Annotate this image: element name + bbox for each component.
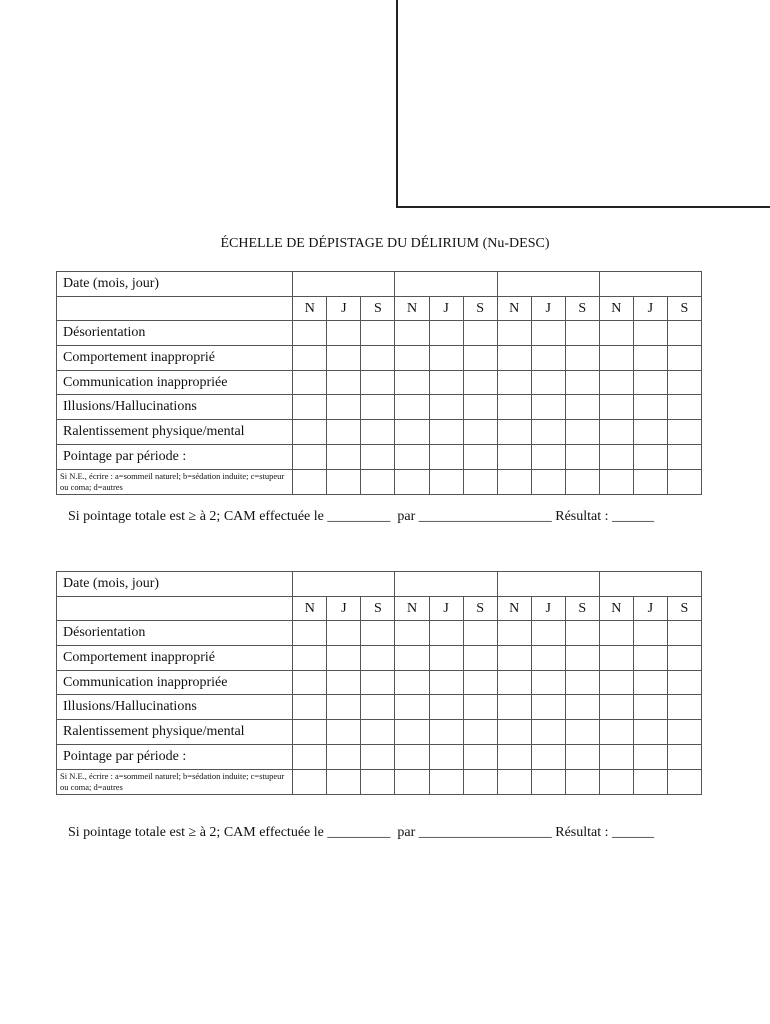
screening-table-1 xyxy=(56,271,702,495)
score-cell[interactable] xyxy=(497,346,531,371)
note-cell[interactable] xyxy=(429,469,463,494)
score-cell[interactable] xyxy=(565,321,599,346)
score-cell[interactable] xyxy=(565,444,599,469)
period-header: J xyxy=(429,296,463,321)
score-cell[interactable] xyxy=(599,395,633,420)
score-cell[interactable] xyxy=(497,621,531,646)
score-cell[interactable] xyxy=(599,420,633,445)
item-label: Désorientation xyxy=(57,321,293,346)
item-label: Désorientation xyxy=(57,621,293,646)
note-cell[interactable] xyxy=(565,769,599,794)
score-cell[interactable] xyxy=(293,420,327,445)
score-cell[interactable] xyxy=(395,646,429,671)
note-cell[interactable] xyxy=(361,769,395,794)
item-row xyxy=(57,420,702,445)
score-cell[interactable] xyxy=(429,370,463,395)
score-cell[interactable] xyxy=(667,321,701,346)
score-cell[interactable] xyxy=(531,646,565,671)
date-field[interactable] xyxy=(497,272,599,297)
score-cell[interactable] xyxy=(531,395,565,420)
score-cell[interactable] xyxy=(633,346,667,371)
period-header: J xyxy=(531,596,565,621)
score-cell[interactable] xyxy=(327,695,361,720)
period-header-row xyxy=(57,296,702,321)
score-cell[interactable] xyxy=(599,321,633,346)
period-header: J xyxy=(429,596,463,621)
score-cell[interactable] xyxy=(395,444,429,469)
note-cell[interactable] xyxy=(395,469,429,494)
score-cell[interactable] xyxy=(361,420,395,445)
date-field[interactable] xyxy=(599,572,701,597)
period-header: N xyxy=(599,596,633,621)
score-cell[interactable] xyxy=(667,395,701,420)
score-cell[interactable] xyxy=(633,420,667,445)
score-cell[interactable] xyxy=(531,420,565,445)
item-row xyxy=(57,744,702,769)
score-cell[interactable] xyxy=(599,720,633,745)
score-cell[interactable] xyxy=(327,420,361,445)
period-header: S xyxy=(361,596,395,621)
score-cell[interactable] xyxy=(667,695,701,720)
score-cell[interactable] xyxy=(361,670,395,695)
note-cell[interactable] xyxy=(667,769,701,794)
score-cell[interactable] xyxy=(599,744,633,769)
score-cell[interactable] xyxy=(633,621,667,646)
score-cell[interactable] xyxy=(667,621,701,646)
summary-line-2: Si pointage totale est ≥ à 2; CAM effectuée le _________ par ___________________ Résultat : ______ xyxy=(68,825,654,840)
score-cell[interactable] xyxy=(531,370,565,395)
period-header: J xyxy=(327,596,361,621)
note-cell[interactable] xyxy=(497,469,531,494)
score-cell[interactable] xyxy=(293,670,327,695)
period-header: N xyxy=(497,296,531,321)
note-text: Si N.E., écrire : a=sommeil naturel; b=sédation induite; c=stupeur ou coma; d=autres xyxy=(57,769,293,794)
score-cell[interactable] xyxy=(361,695,395,720)
score-cell[interactable] xyxy=(667,370,701,395)
score-cell[interactable] xyxy=(531,744,565,769)
score-cell[interactable] xyxy=(293,395,327,420)
score-cell[interactable] xyxy=(497,420,531,445)
score-cell[interactable] xyxy=(497,720,531,745)
score-cell[interactable] xyxy=(395,621,429,646)
note-cell[interactable] xyxy=(327,769,361,794)
score-cell[interactable] xyxy=(395,370,429,395)
score-cell[interactable] xyxy=(395,744,429,769)
note-cell[interactable] xyxy=(463,769,497,794)
item-label: Comportement inapproprié xyxy=(57,346,293,371)
page-title: ÉCHELLE DE DÉPISTAGE DU DÉLIRIUM (Nu-DESC) xyxy=(220,236,550,251)
note-cell[interactable] xyxy=(599,769,633,794)
score-cell[interactable] xyxy=(463,646,497,671)
score-cell[interactable] xyxy=(531,720,565,745)
period-header: S xyxy=(463,596,497,621)
score-cell[interactable] xyxy=(361,370,395,395)
score-cell[interactable] xyxy=(633,395,667,420)
item-row xyxy=(57,720,702,745)
score-cell[interactable] xyxy=(667,670,701,695)
item-row xyxy=(57,670,702,695)
score-cell[interactable] xyxy=(463,444,497,469)
score-cell[interactable] xyxy=(327,720,361,745)
score-cell[interactable] xyxy=(327,646,361,671)
score-cell[interactable] xyxy=(327,346,361,371)
score-cell[interactable] xyxy=(531,321,565,346)
score-cell[interactable] xyxy=(463,321,497,346)
score-cell[interactable] xyxy=(599,346,633,371)
score-cell[interactable] xyxy=(327,395,361,420)
note-cell[interactable] xyxy=(599,469,633,494)
note-row xyxy=(57,469,702,494)
item-row xyxy=(57,646,702,671)
period-header: N xyxy=(395,596,429,621)
date-field[interactable] xyxy=(497,572,599,597)
period-header: S xyxy=(565,596,599,621)
score-cell[interactable] xyxy=(429,720,463,745)
score-cell[interactable] xyxy=(293,695,327,720)
score-cell[interactable] xyxy=(463,621,497,646)
score-cell[interactable] xyxy=(293,444,327,469)
score-cell[interactable] xyxy=(463,720,497,745)
item-row xyxy=(57,321,702,346)
item-row xyxy=(57,621,702,646)
score-cell[interactable] xyxy=(327,321,361,346)
score-cell[interactable] xyxy=(395,346,429,371)
score-cell[interactable] xyxy=(463,370,497,395)
period-header: N xyxy=(395,296,429,321)
score-cell[interactable] xyxy=(463,670,497,695)
item-row xyxy=(57,346,702,371)
score-cell[interactable] xyxy=(667,720,701,745)
item-row xyxy=(57,370,702,395)
note-cell[interactable] xyxy=(531,469,565,494)
item-row xyxy=(57,695,702,720)
score-cell[interactable] xyxy=(531,444,565,469)
score-cell[interactable] xyxy=(429,695,463,720)
score-cell[interactable] xyxy=(463,346,497,371)
score-cell[interactable] xyxy=(497,646,531,671)
item-label: Pointage par période : xyxy=(57,744,293,769)
note-cell[interactable] xyxy=(395,769,429,794)
item-row xyxy=(57,395,702,420)
score-cell[interactable] xyxy=(633,695,667,720)
note-cell[interactable] xyxy=(463,469,497,494)
note-cell[interactable] xyxy=(633,769,667,794)
score-cell[interactable] xyxy=(463,695,497,720)
score-cell[interactable] xyxy=(293,646,327,671)
score-cell[interactable] xyxy=(293,720,327,745)
item-label: Ralentissement physique/mental xyxy=(57,420,293,445)
item-label: Communication inappropriée xyxy=(57,370,293,395)
period-header: J xyxy=(633,296,667,321)
item-label: Illusions/Hallucinations xyxy=(57,695,293,720)
score-cell[interactable] xyxy=(497,395,531,420)
score-cell[interactable] xyxy=(429,646,463,671)
score-cell[interactable] xyxy=(361,395,395,420)
score-cell[interactable] xyxy=(565,370,599,395)
score-cell[interactable] xyxy=(463,395,497,420)
score-cell[interactable] xyxy=(395,395,429,420)
score-cell[interactable] xyxy=(395,695,429,720)
score-cell[interactable] xyxy=(497,744,531,769)
score-cell[interactable] xyxy=(327,670,361,695)
score-cell[interactable] xyxy=(293,370,327,395)
score-cell[interactable] xyxy=(293,621,327,646)
note-cell[interactable] xyxy=(531,769,565,794)
period-header: N xyxy=(497,596,531,621)
score-cell[interactable] xyxy=(633,444,667,469)
score-cell[interactable] xyxy=(395,321,429,346)
item-label: Comportement inapproprié xyxy=(57,646,293,671)
score-cell[interactable] xyxy=(565,621,599,646)
item-label: Ralentissement physique/mental xyxy=(57,720,293,745)
score-cell[interactable] xyxy=(565,744,599,769)
score-cell[interactable] xyxy=(565,346,599,371)
score-cell[interactable] xyxy=(361,720,395,745)
date-row xyxy=(57,572,702,597)
score-cell[interactable] xyxy=(633,646,667,671)
period-header: N xyxy=(293,296,327,321)
score-cell[interactable] xyxy=(497,670,531,695)
score-cell[interactable] xyxy=(565,420,599,445)
note-cell[interactable] xyxy=(497,769,531,794)
note-cell[interactable] xyxy=(293,469,327,494)
score-cell[interactable] xyxy=(463,420,497,445)
note-cell[interactable] xyxy=(293,769,327,794)
note-cell[interactable] xyxy=(327,469,361,494)
date-field[interactable] xyxy=(599,272,701,297)
score-cell[interactable] xyxy=(395,670,429,695)
item-label: Illusions/Hallucinations xyxy=(57,395,293,420)
score-cell[interactable] xyxy=(497,444,531,469)
score-cell[interactable] xyxy=(429,444,463,469)
item-label: Pointage par période : xyxy=(57,444,293,469)
score-cell[interactable] xyxy=(599,621,633,646)
score-cell[interactable] xyxy=(361,744,395,769)
score-cell[interactable] xyxy=(565,670,599,695)
score-cell[interactable] xyxy=(599,646,633,671)
period-header: J xyxy=(531,296,565,321)
score-cell[interactable] xyxy=(327,621,361,646)
score-cell[interactable] xyxy=(667,646,701,671)
score-cell[interactable] xyxy=(531,621,565,646)
score-cell[interactable] xyxy=(429,321,463,346)
score-cell[interactable] xyxy=(633,370,667,395)
score-cell[interactable] xyxy=(361,321,395,346)
date-label: Date (mois, jour) xyxy=(57,572,293,597)
score-cell[interactable] xyxy=(667,420,701,445)
score-cell[interactable] xyxy=(599,444,633,469)
score-cell[interactable] xyxy=(599,670,633,695)
period-header: S xyxy=(361,296,395,321)
note-cell[interactable] xyxy=(667,469,701,494)
note-cell[interactable] xyxy=(565,469,599,494)
summary-line-1: Si pointage totale est ≥ à 2; CAM effectuée le _________ par ___________________ Résultat : ______ xyxy=(68,509,654,524)
score-cell[interactable] xyxy=(361,346,395,371)
score-cell[interactable] xyxy=(633,720,667,745)
period-header: N xyxy=(293,596,327,621)
score-cell[interactable] xyxy=(633,670,667,695)
score-cell[interactable] xyxy=(497,695,531,720)
note-row xyxy=(57,769,702,794)
score-cell[interactable] xyxy=(395,420,429,445)
score-cell[interactable] xyxy=(531,346,565,371)
score-cell[interactable] xyxy=(633,321,667,346)
score-cell[interactable] xyxy=(429,670,463,695)
period-header: S xyxy=(565,296,599,321)
period-header: S xyxy=(667,596,701,621)
score-cell[interactable] xyxy=(633,744,667,769)
score-cell[interactable] xyxy=(327,744,361,769)
period-header: J xyxy=(633,596,667,621)
date-field[interactable] xyxy=(395,572,497,597)
item-row xyxy=(57,444,702,469)
date-field[interactable] xyxy=(293,272,395,297)
score-cell[interactable] xyxy=(361,444,395,469)
score-cell[interactable] xyxy=(497,370,531,395)
blank-cell xyxy=(57,596,293,621)
score-cell[interactable] xyxy=(429,744,463,769)
score-cell[interactable] xyxy=(429,420,463,445)
score-cell[interactable] xyxy=(565,720,599,745)
score-cell[interactable] xyxy=(293,744,327,769)
date-row xyxy=(57,272,702,297)
period-header: J xyxy=(327,296,361,321)
score-cell[interactable] xyxy=(429,395,463,420)
blank-cell xyxy=(57,296,293,321)
score-cell[interactable] xyxy=(565,695,599,720)
period-header: S xyxy=(667,296,701,321)
item-label: Communication inappropriée xyxy=(57,670,293,695)
note-cell[interactable] xyxy=(361,469,395,494)
score-cell[interactable] xyxy=(599,370,633,395)
date-field[interactable] xyxy=(293,572,395,597)
note-text: Si N.E., écrire : a=sommeil naturel; b=sédation induite; c=stupeur ou coma; d=autres xyxy=(57,469,293,494)
score-cell[interactable] xyxy=(497,321,531,346)
score-cell[interactable] xyxy=(463,744,497,769)
score-cell[interactable] xyxy=(531,695,565,720)
period-header-row xyxy=(57,596,702,621)
score-cell[interactable] xyxy=(327,370,361,395)
score-cell[interactable] xyxy=(361,646,395,671)
score-cell[interactable] xyxy=(667,744,701,769)
date-label: Date (mois, jour) xyxy=(57,272,293,297)
score-cell[interactable] xyxy=(667,444,701,469)
score-cell[interactable] xyxy=(531,670,565,695)
score-cell[interactable] xyxy=(667,346,701,371)
note-cell[interactable] xyxy=(429,769,463,794)
score-cell[interactable] xyxy=(599,695,633,720)
note-cell[interactable] xyxy=(633,469,667,494)
score-cell[interactable] xyxy=(565,395,599,420)
score-cell[interactable] xyxy=(361,621,395,646)
score-cell[interactable] xyxy=(327,444,361,469)
score-cell[interactable] xyxy=(565,646,599,671)
score-cell[interactable] xyxy=(429,346,463,371)
score-cell[interactable] xyxy=(429,621,463,646)
label-box xyxy=(396,0,770,208)
score-cell[interactable] xyxy=(293,346,327,371)
period-header: N xyxy=(599,296,633,321)
score-cell[interactable] xyxy=(395,720,429,745)
screening-table-2 xyxy=(56,571,702,795)
period-header: S xyxy=(463,296,497,321)
date-field[interactable] xyxy=(395,272,497,297)
score-cell[interactable] xyxy=(293,321,327,346)
